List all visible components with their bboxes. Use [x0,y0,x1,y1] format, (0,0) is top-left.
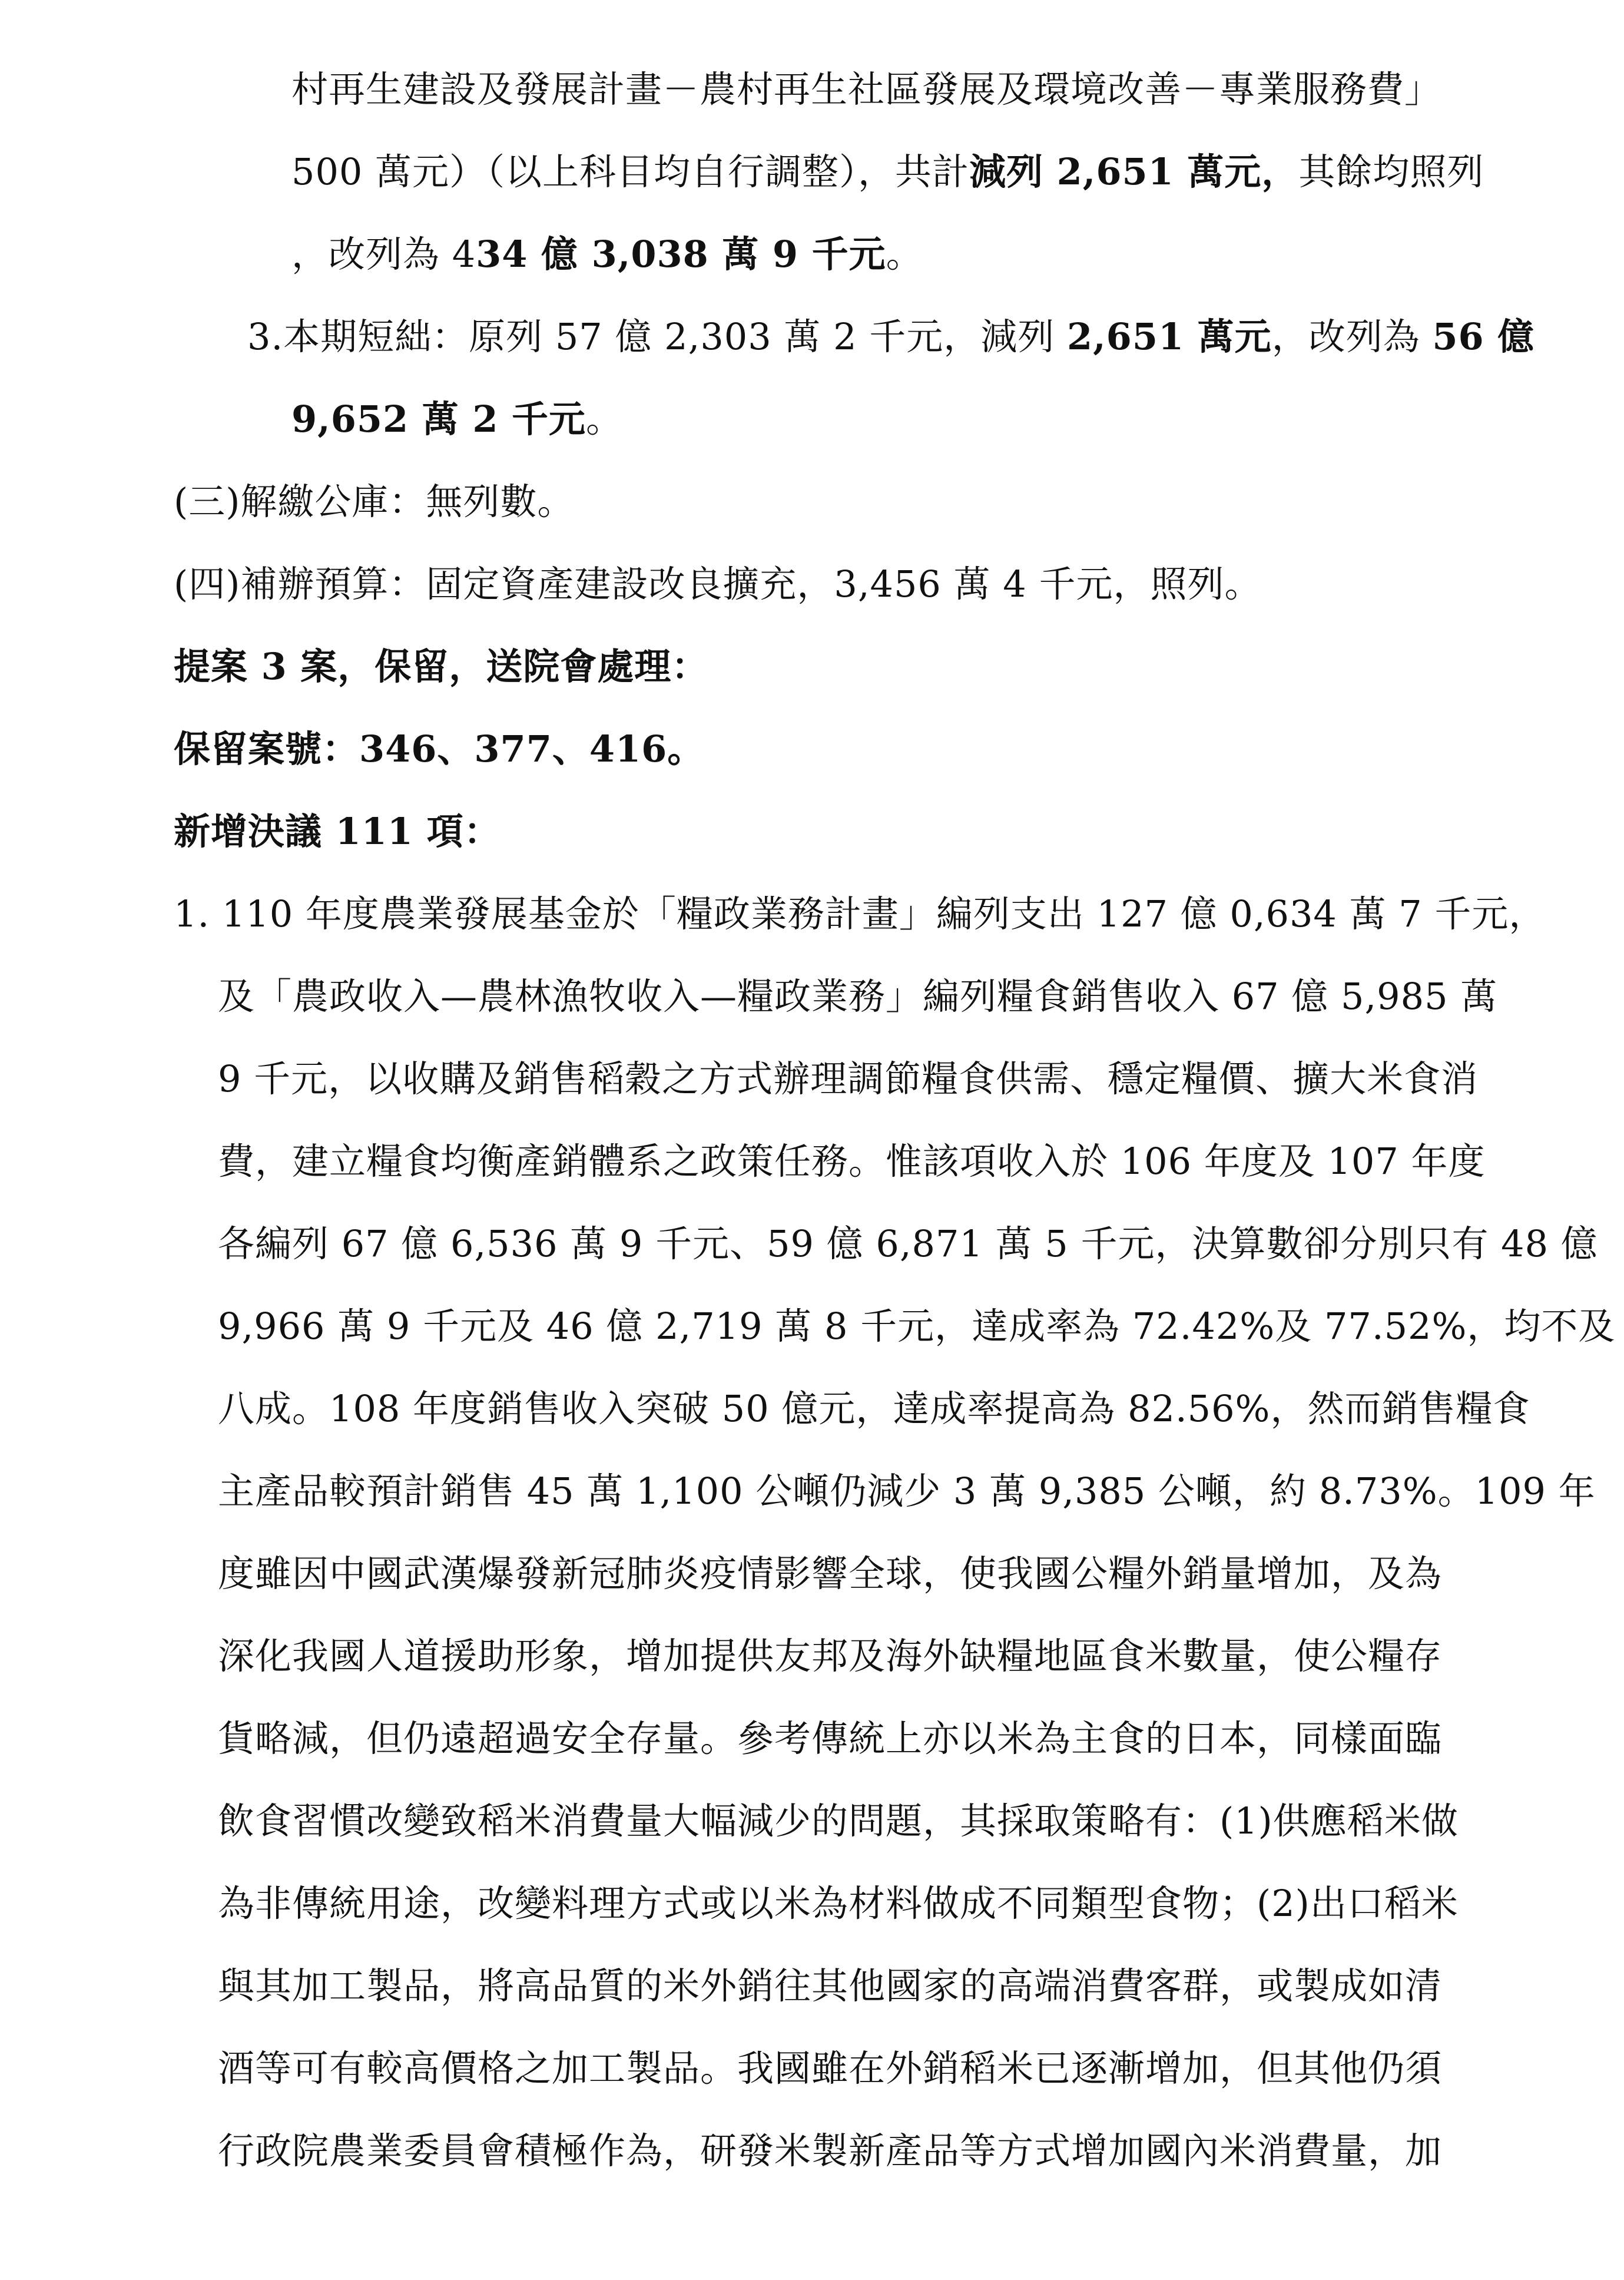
resolution-1-line: 行政院農業委員會積極作為，研發米製新產品等方式增加國內米消費量，加 [218,2129,1443,2172]
budget-line-2-text: 500 萬元）（以上科目均自行調整），共計 [291,150,970,193]
resolution-1-line: 深化我國人道援助形象，增加提供友邦及海外缺糧地區食米數量，使公糧存 [218,1634,1443,1677]
resolution-1-line: 9 千元，以收購及銷售稻穀之方式辦理調節糧食供需、穩定糧價、擴大米食消 [218,1057,1479,1100]
resolutions-heading [174,808,501,855]
section-3-text: (三)解繳公庫：無列數。 [174,480,575,523]
reserved-heading [174,726,704,773]
item-3-line-2-bold: 9,652 萬 2 千元 [291,398,586,441]
resolution-1-line: 主產品較預計銷售 45 萬 1,100 公噸仍減少 3 萬 9,385 公噸，約 8.73%。109 年 [218,1470,1596,1513]
resolution-1-line: 與其加工製品，將高品質的米外銷往其他國家的高端消費客群，或製成如清 [218,1964,1443,2007]
resolution-1-line: 費，建立糧食均衡產銷體系之政策任務。惟該項收入於 106 年度及 107 年度 [218,1140,1486,1183]
budget-line-3-tail: 。 [886,233,923,276]
proposal-heading [174,643,708,690]
item-3-bold-new: 56 億 [1432,315,1535,358]
item-3-bold-amount: 2,651 萬元 [1066,315,1272,358]
budget-line-3-text: ，改列為 4 [291,233,476,276]
section-3 [174,478,574,525]
item-3-text-mid: ，改列為 [1271,315,1433,358]
resolution-1-line: 貨略減，但仍遠超過安全存量。參考傳統上亦以米為主食的日本，同樣面臨 [218,1717,1443,1760]
section-4-text: (四)補辦預算：固定資產建設改良擴充，3,456 萬 4 千元，照列。 [174,562,1262,605]
resolution-1-line: 及「農政收入—農林漁牧收入—糧政業務」編列糧食銷售收入 67 億 5,985 萬 [218,975,1498,1018]
item-3-line-2-tail: 。 [586,398,624,441]
item-3-line-1 [247,313,1534,360]
budget-line-1-text: 村再生建設及發展計畫－農村再生社區發展及環境改善－專業服務費」 [291,68,1442,111]
budget-line-1 [291,66,1441,113]
budget-line-3-bold: 34 億 3,038 萬 9 千元 [476,233,886,276]
resolution-1-line: 各編列 67 億 6,536 萬 9 千元、59 億 6,871 萬 5 千元，決算數卻分別只有 48 億 [218,1222,1598,1265]
item-3-text: 本期短絀：原列 57 億 2,303 萬 2 千元，減列 [283,315,1067,358]
section-4 [174,561,1261,608]
item-3-line-2 [291,396,623,443]
resolutions-text: 新增決議 111 項： [174,810,501,853]
budget-line-3 [291,231,923,278]
resolution-1-line: 八成。108 年度銷售收入突破 50 億元，達成率提高為 82.56%，然而銷售糧食 [218,1387,1530,1430]
resolution-1-line: 為非傳統用途，改變料理方式或以米為材料做成不同類型食物；(2)出口稻米 [218,1882,1459,1925]
budget-line-2-bold: 減列 2,651 萬元， [969,150,1299,193]
resolution-1-line: 飲食習慣改變致稻米消費量大幅減少的問題，其採取策略有：(1)供應稻米做 [218,1799,1459,1842]
resolution-1-line: 9,966 萬 9 千元及 46 億 2,719 萬 8 千元，達成率為 72.42%及 77.52%，均不及 [218,1305,1616,1348]
item-3-number: 3. [247,315,284,358]
resolution-1-line: 1. 110 年度農業發展基金於「糧政業務計畫」編列支出 127 億 0,634 萬 7 千元， [174,892,1546,935]
budget-line-2-tail: 其餘均照列 [1298,150,1484,193]
reserved-text: 保留案號：346、377、416。 [174,727,705,770]
resolution-1-line: 酒等可有較高價格之加工製品。我國雖在外銷稻米已逐漸增加，但其他仍須 [218,2047,1443,2090]
resolution-1-line: 度雖因中國武漢爆發新冠肺炎疫情影響全球，使我國公糧外銷量增加，及為 [218,1552,1443,1595]
proposal-text: 提案 3 案，保留，送院會處理： [174,645,709,688]
budget-line-2 [291,148,1484,196]
